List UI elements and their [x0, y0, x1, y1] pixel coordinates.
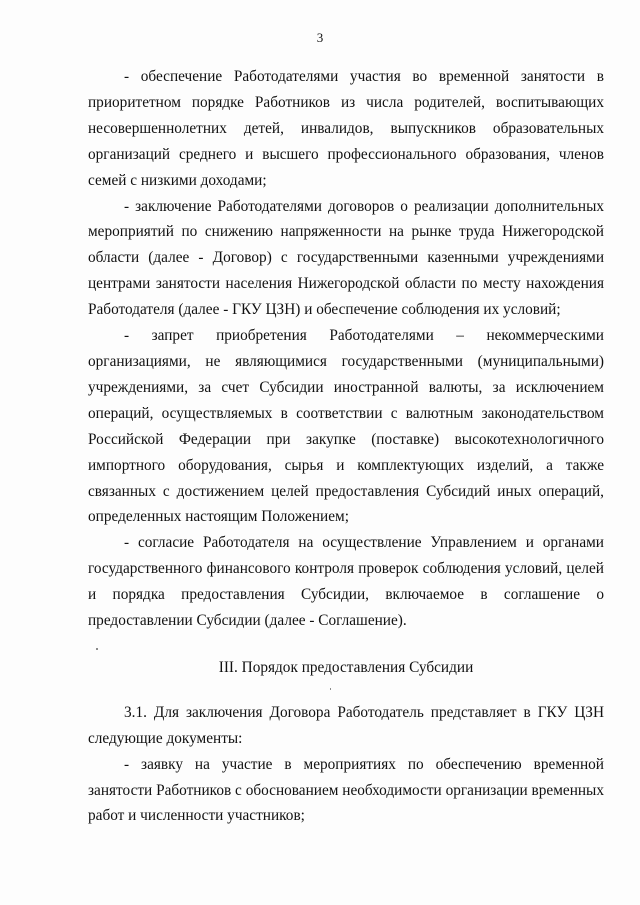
page-number: 3: [316, 30, 324, 45]
paragraph-3-1: 3.1. Для заключения Договора Работодатель представляет в ГКУ ЦЗН следующие документы:: [88, 703, 604, 747]
scan-speck: [330, 688, 331, 690]
section-heading: III. Порядок предоставления Субсидии: [218, 658, 474, 676]
paragraph-application: - заявку на участие в мероприятиях по обеспечению временной занятости Работников с обоснованием необходимости организации временных работ и численности участников;: [88, 755, 604, 825]
paragraph-employer-participation: - обеспечение Работодателями участия во временной занятости в приоритетном порядке Работников из числа родителей, воспитывающих несовершеннолетних детей, инвалидов, выпускников образовательных организаций среднего и высшего профессионального образования, членов семей с низкими доходами;: [88, 68, 604, 189]
document-body: [88, 64, 604, 829]
paragraph-contract-conclusion: - заключение Работодателями договоров о реализации дополнительных мероприятий по снижению напряженности на рынке труда Нижегородской области (далее - Договор) с государственными казенными учреждениями центрами занятости населения Нижегородской области по месту нахождения Работодателя (далее - ГКУ ЦЗН) и обеспечение соблюдения их условий;: [88, 197, 604, 319]
scan-speck: [96, 648, 98, 650]
paragraph-inspection-consent: - согласие Работодателя на осуществление Управлением и органами государственного финансового контроля проверок соблюдения условий, целей и порядка предоставления Субсидии, включаемое в соглашение о предоставлении Субсидии (далее - Соглашение).: [88, 534, 604, 630]
paragraph-currency-prohibition: - запрет приобретения Работодателями – некоммерческими организациями, не являющимися государственными (муниципальными) учреждениями, за счет Субсидии иностранной валюты, за исключением операций, осуществляемых в соответствии с валютным законодательством Российской Федерации при закупке (поставке) высокотехнологичного импортного оборудования, сырья и комплектующих изделий, а также связанных с достижением целей предоставления Субсидий иных операций, определенных настоящим Положением;: [88, 327, 604, 526]
